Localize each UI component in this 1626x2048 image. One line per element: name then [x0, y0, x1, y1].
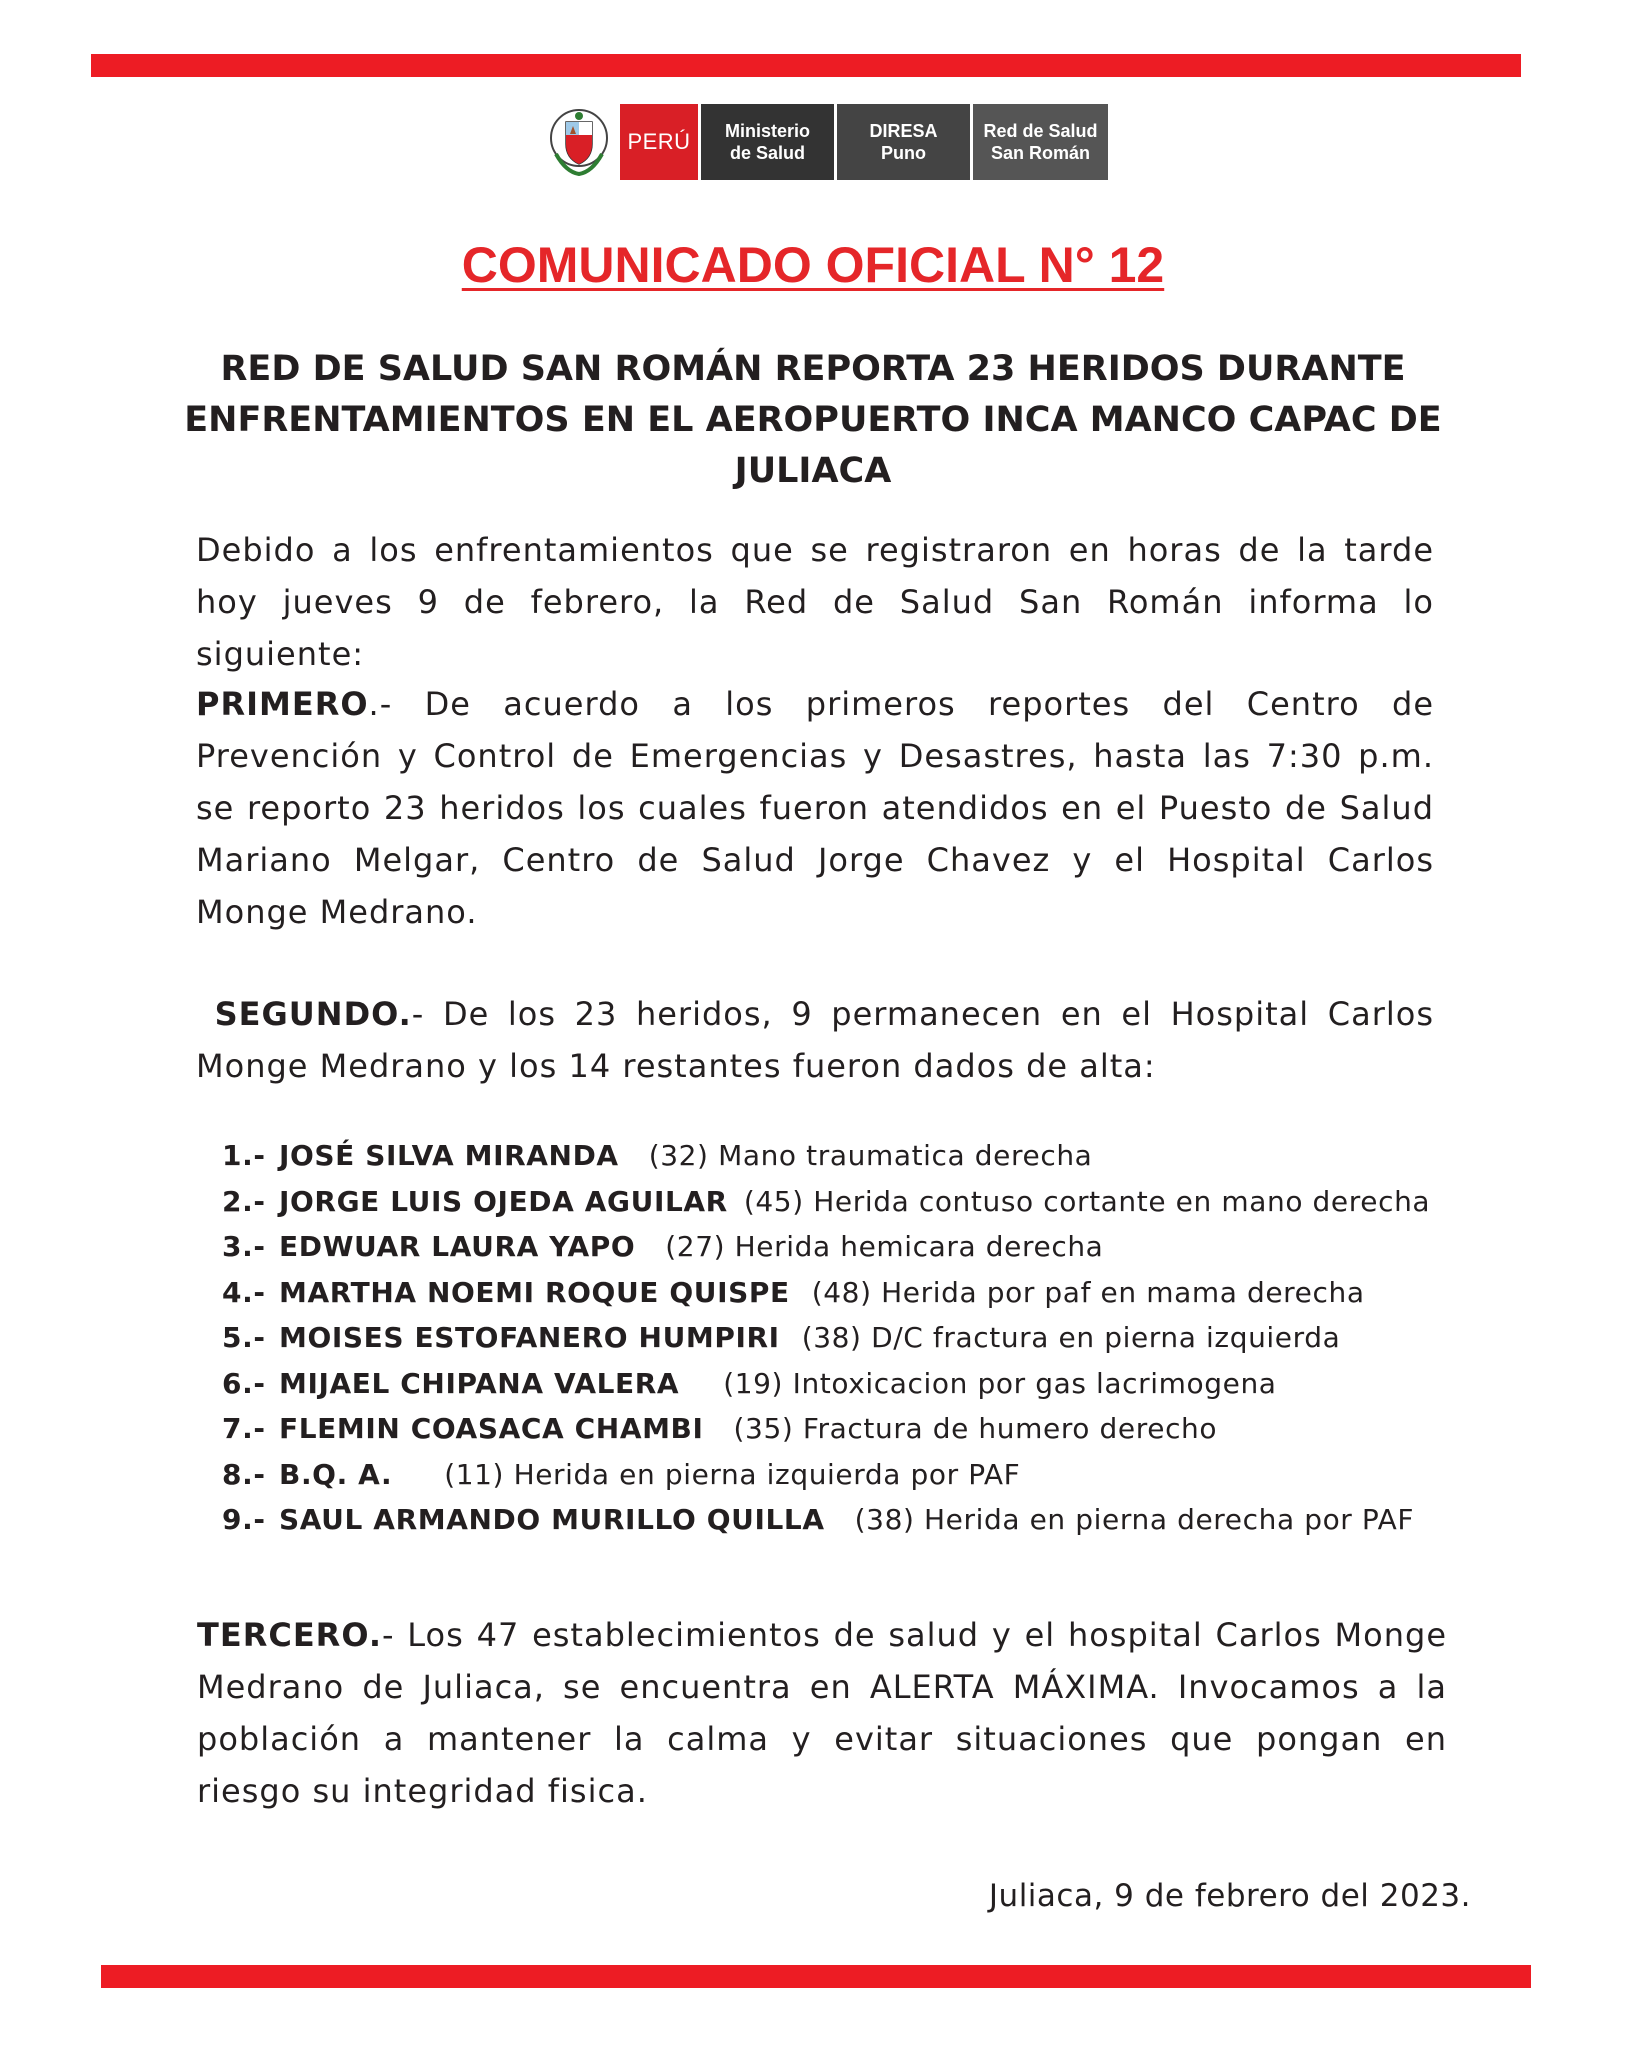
- item-number: 7.-: [222, 1412, 266, 1445]
- item-name: FLEMIN COASACA CHAMBI: [279, 1412, 704, 1445]
- item-name: MOISES ESTOFANERO HUMPIRI: [279, 1321, 780, 1354]
- ministerio-label-line2: de Salud: [729, 143, 805, 163]
- headline: RED DE SALUD SAN ROMÁN REPORTA 23 HERIDOS DURANTE ENFRENTAMIENTOS EN EL AEROPUERTO INCA MANCO CAPAC DE JULIACA: [184, 349, 1442, 491]
- item-name: JOSÉ SILVA MIRANDA: [279, 1139, 619, 1172]
- top-red-bar: [91, 54, 1521, 77]
- item-number: 6.-: [222, 1366, 266, 1400]
- peru-label: PERÚ: [627, 129, 691, 154]
- item-name: EDWUAR LAURA YAPO: [279, 1230, 636, 1263]
- intro-paragraph: Debido a los enfrentamientos que se registraron en horas de la tarde hoy jueves 9 de febrero, la Red de Salud San Román informa lo siguiente:: [196, 531, 1434, 673]
- institution-logos: [548, 104, 1111, 180]
- segundo-label: SEGUNDO.: [214, 995, 412, 1033]
- item-detail: (19) Intoxicacion por gas lacrimogena: [723, 1366, 1277, 1400]
- list-item: [222, 1452, 1462, 1498]
- ministerio-logo-box: [701, 104, 834, 180]
- red-salud-logo-box: [973, 104, 1108, 180]
- list-item: [222, 1270, 1462, 1316]
- tercero-text: - Los 47 establecimientos de salud y el hospital Carlos Monge Medrano de Juliaca, se encuentra en ALERTA MÁXIMA. Invocamos a la población a mantener la calma y evitar situaciones que pongan en riesgo su integridad fisica.: [197, 1616, 1447, 1810]
- segundo-paragraph: [196, 988, 1434, 1092]
- item-number: 9.-: [222, 1503, 266, 1536]
- item-name: MARTHA NOEMI ROQUE QUISPE: [279, 1275, 790, 1309]
- communique-title: COMUNICADO OFICIAL N° 12: [461, 237, 1165, 293]
- segundo-text: - De los 23 heridos, 9 permanecen en el Hospital Carlos Monge Medrano y los 14 restantes fueron dados de alta:: [196, 995, 1435, 1085]
- peru-logo-box: [620, 104, 698, 180]
- list-item: [222, 1224, 1462, 1270]
- item-number: 2.-: [222, 1184, 266, 1218]
- list-item: [222, 1497, 1462, 1543]
- primero-label: PRIMERO: [196, 685, 369, 723]
- list-item: [222, 1179, 1462, 1225]
- item-number: 5.-: [222, 1321, 266, 1354]
- tercero-paragraph: [197, 1609, 1447, 1817]
- item-name: MIJAEL CHIPANA VALERA: [279, 1366, 680, 1400]
- diresa-label-line1: DIRESA: [869, 121, 938, 141]
- item-number: 4.-: [222, 1275, 266, 1309]
- list-item: [222, 1361, 1462, 1407]
- red-salud-label-line2: San Román: [990, 143, 1091, 163]
- item-name: SAUL ARMANDO MURILLO QUILLA: [279, 1503, 825, 1536]
- item-detail: (11) Herida en pierna izquierda por PAF: [444, 1457, 1021, 1491]
- item-detail: (27) Herida hemicara derecha: [665, 1230, 1104, 1263]
- ministerio-label-line1: Ministerio: [724, 121, 810, 141]
- item-detail: (48) Herida por paf en mama derecha: [811, 1275, 1365, 1309]
- list-item: [222, 1315, 1462, 1361]
- tercero-label: TERCERO.: [197, 1616, 382, 1654]
- item-detail: (32) Mano traumatica derecha: [648, 1139, 1093, 1172]
- injured-list: [222, 1133, 1462, 1543]
- item-detail: (45) Herida contuso cortante en mano derecha: [743, 1184, 1431, 1218]
- item-name: JORGE LUIS OJEDA AGUILAR: [279, 1184, 728, 1218]
- peru-coat-of-arms-icon: [548, 104, 610, 180]
- item-number: 3.-: [222, 1230, 266, 1263]
- primero-paragraph: [196, 678, 1434, 938]
- primero-text: .- De acuerdo a los primeros reportes del Centro de Prevención y Control de Emergencias y Desastres, hasta las 7:30 p.m. se reporto 23 heridos los cuales fueron atendidos en el Puesto de Salud Mariano Melgar, Centro de Salud Jorge Chavez y el Hospital Carlos Monge Medrano.: [196, 685, 1434, 931]
- list-item: [222, 1406, 1462, 1452]
- item-name: B.Q. A.: [279, 1457, 393, 1491]
- item-number: 8.-: [222, 1457, 266, 1491]
- diresa-label-line2: Puno: [880, 143, 926, 163]
- list-item: [222, 1133, 1462, 1179]
- item-detail: (38) Herida en pierna derecha por PAF: [854, 1503, 1415, 1536]
- red-salud-label-line1: Red de Salud: [983, 121, 1098, 141]
- diresa-logo-box: [837, 104, 970, 180]
- bottom-red-bar: [101, 1965, 1531, 1988]
- item-number: 1.-: [222, 1139, 266, 1172]
- signoff-date: Juliaca, 9 de febrero del 2023.: [988, 1878, 1471, 1914]
- item-detail: (38) D/C fractura en pierna izquierda: [801, 1321, 1341, 1354]
- item-detail: (35) Fractura de humero derecho: [733, 1412, 1218, 1445]
